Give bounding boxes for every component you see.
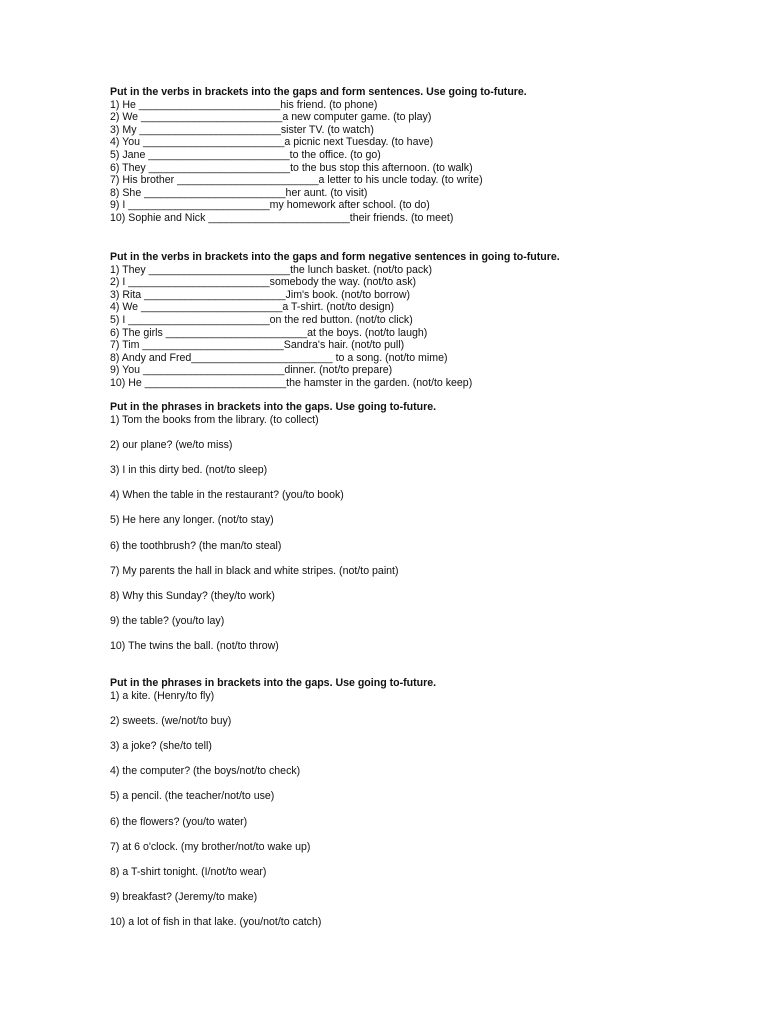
exercise-item: 9) the table? (you/to lay) (110, 615, 225, 628)
exercise-item: 7) My parents the hall in black and white stripes. (not/to paint) (110, 564, 399, 577)
exercise-item: 6) the flowers? (you/to water) (110, 815, 248, 828)
exercise-item: 4) the computer? (the boys/not/to check) (110, 765, 301, 778)
exercise-item: 2) We ________________________a new computer game. (to play) (110, 111, 432, 124)
exercise-item: 3) a joke? (she/to tell) (110, 739, 212, 752)
exercise-item: 8) Why this Sunday? (they/to work) (110, 589, 275, 602)
exercise-item: 9) I ________________________my homework after school. (to do) (110, 199, 430, 212)
exercise-item: 10) The twins the ball. (not/to throw) (110, 640, 279, 653)
exercise-item: 3) My ________________________sister TV. (to watch) (110, 123, 374, 136)
exercise-item: 7) Tim ________________________Sandra's hair. (not/to pull) (110, 339, 405, 352)
exercise-heading: Put in the phrases in brackets into the gaps. Use going to-future. (110, 677, 437, 689)
exercise-item: 10) a lot of fish in that lake. (you/not/to catch) (110, 916, 322, 929)
exercise-item: 5) He here any longer. (not/to stay) (110, 514, 274, 527)
exercise-item: 2) sweets. (we/not/to buy) (110, 714, 232, 727)
exercise-item: 8) a T-shirt tonight. (I/not/to wear) (110, 865, 267, 878)
exercise-item: 4) You ________________________a picnic next Tuesday. (to have) (110, 136, 434, 149)
exercise-item: 9) You ________________________dinner. (not/to prepare) (110, 364, 393, 377)
exercise-section-1 (110, 86, 750, 225)
exercise-item: 1) He ________________________his friend. (to phone) (110, 98, 378, 111)
exercise-heading: Put in the verbs in brackets into the gaps and form negative sentences in going to-future. (110, 251, 560, 263)
exercise-item: 6) the toothbrush? (the man/to steal) (110, 539, 282, 552)
exercise-heading: Put in the verbs in brackets into the gaps and form sentences. Use going to-future. (110, 86, 527, 98)
exercise-item: 10) Sophie and Nick ________________________their friends. (to meet) (110, 211, 454, 224)
exercise-item: 3) Rita ________________________Jim's book. (not/to borrow) (110, 288, 411, 301)
exercise-item: 3) I in this dirty bed. (not/to sleep) (110, 463, 268, 476)
exercise-item: 10) He ________________________the hamster in the garden. (not/to keep) (110, 376, 473, 389)
exercise-heading: Put in the phrases in brackets into the gaps. Use going to-future. (110, 401, 437, 413)
exercise-item: 4) We ________________________a T-shirt. (not/to design) (110, 301, 395, 314)
exercise-item: 6) They ________________________to the bus stop this afternoon. (to walk) (110, 161, 473, 174)
exercise-section-2 (110, 251, 750, 390)
exercise-section-4 (110, 677, 750, 941)
exercise-section-3 (110, 401, 750, 665)
exercise-item: 5) a pencil. (the teacher/not/to use) (110, 790, 275, 803)
exercise-item: 4) When the table in the restaurant? (you/to book) (110, 489, 344, 502)
exercise-item: 7) His brother ________________________a letter to his uncle today. (to write) (110, 174, 483, 187)
exercise-item: 1) a kite. (Henry/to fly) (110, 689, 215, 702)
exercise-item: 9) breakfast? (Jeremy/to make) (110, 891, 258, 904)
exercise-item: 1) Tom the books from the library. (to collect) (110, 413, 319, 426)
exercise-item: 6) The girls ________________________at the boys. (not/to laugh) (110, 326, 428, 339)
exercise-item: 5) I ________________________on the red button. (not/to click) (110, 313, 413, 326)
exercise-item: 5) Jane ________________________to the office. (to go) (110, 148, 381, 161)
exercise-item: 2) our plane? (we/to miss) (110, 438, 233, 451)
exercise-item: 1) They ________________________the lunch basket. (not/to pack) (110, 263, 432, 276)
exercise-item: 8) She ________________________her aunt. (to visit) (110, 186, 368, 199)
exercise-item: 2) I ________________________somebody the way. (not/to ask) (110, 276, 417, 289)
exercise-item: 7) at 6 o'clock. (my brother/not/to wake up) (110, 840, 311, 853)
exercise-item: 8) Andy and Fred________________________ to a song. (not/to mime) (110, 351, 448, 364)
